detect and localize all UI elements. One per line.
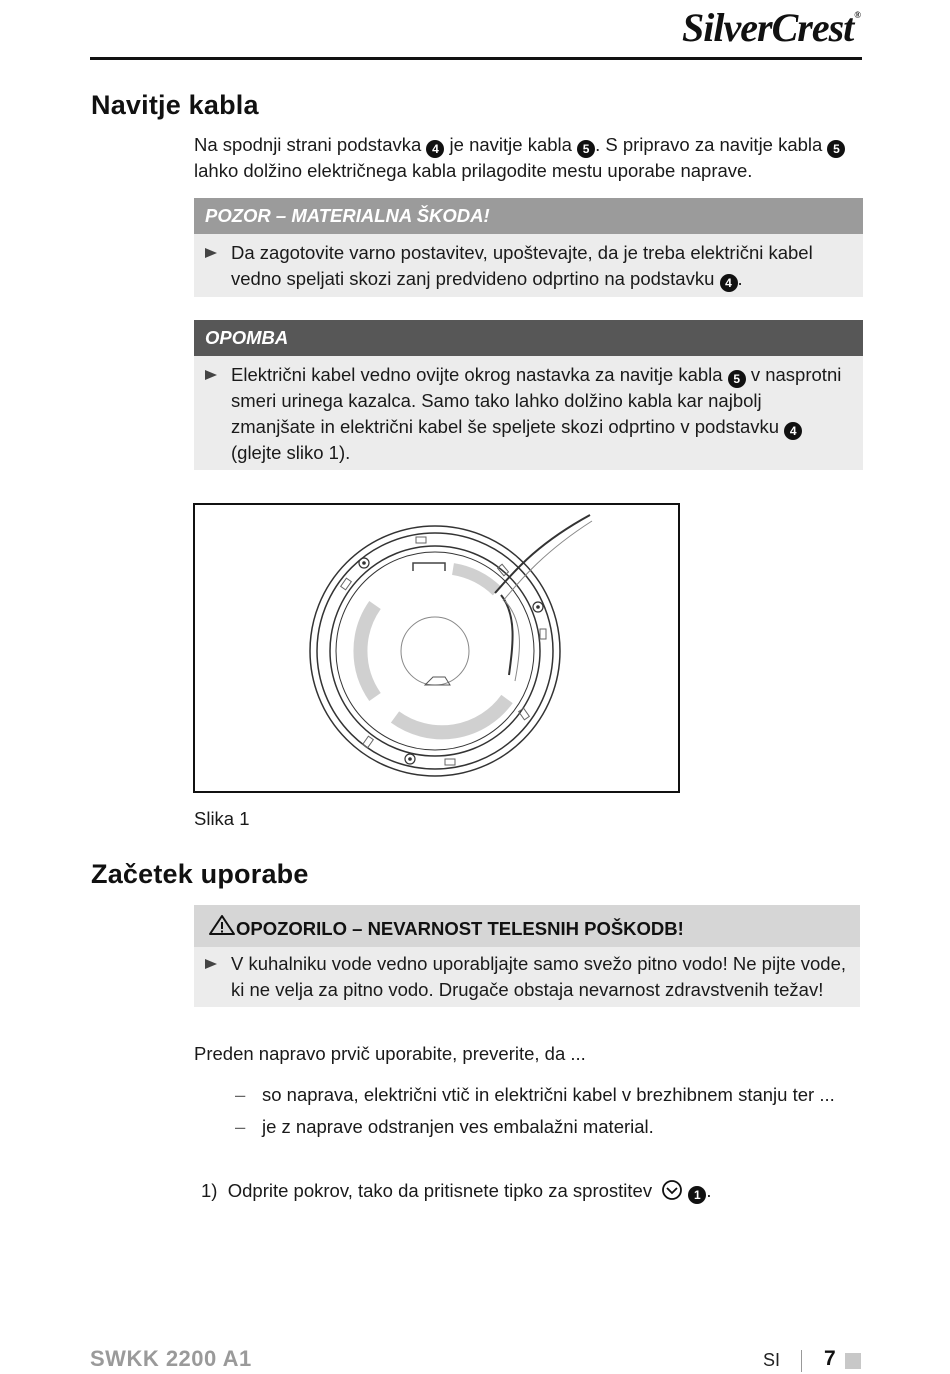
- list-item: – so naprava, električni vtič in električni kabel v brezhibnem stanju ter ...: [235, 1084, 835, 1105]
- footer-square-icon: [845, 1353, 861, 1369]
- header-rule: [90, 57, 862, 60]
- figure-caption: Slika 1: [194, 808, 250, 829]
- release-button-icon: [661, 1179, 683, 1201]
- base-cable-illustration: [195, 505, 678, 791]
- warning-box: [194, 905, 860, 1007]
- footer-separator: [801, 1350, 802, 1372]
- callout-number: 4: [720, 274, 738, 292]
- callout-number: 5: [728, 370, 746, 388]
- caution-header: POZOR – MATERIALNA ŠKODA!: [194, 198, 863, 234]
- cable-storage-intro: Na spodnji strani podstavka 4 je navitje kabla 5 . S pripravo za navitje kabla 5 lahko dolžino električnega kabla prilagodite mestu uporabe naprave.: [194, 132, 866, 184]
- footer-model: SWKK 2200 A1: [90, 1346, 252, 1371]
- section-title-cable-storage: Navitje kabla: [91, 90, 259, 120]
- bullet-arrow-icon: [205, 370, 217, 380]
- caution-text: Da zagotovite varno postavitev, upoštevajte, da je treba električni kabel vedno speljati skozi zanj predvideno odprtino na podstavku 4 .: [205, 240, 851, 292]
- footer-language: SI: [763, 1350, 781, 1370]
- note-text: Električni kabel vedno ovijte okrog nastavka za navitje kabla 5 v nasprotni smeri urinega kazalca. Samo tako lahko dolžino kabla kar najbolj zmanjšate in električni kabel še speljete skozi odprtino v podstavku 4 (glejte sliko 1).: [205, 362, 851, 466]
- callout-number: 4: [426, 140, 444, 158]
- check-list: [235, 1082, 855, 1140]
- warning-header: OPOZORILO – NEVARNOST TELESNIH POŠKODB!: [194, 905, 860, 947]
- brand-logo: SilverCrest®: [682, 5, 860, 50]
- note-header: OPOMBA: [194, 320, 863, 356]
- callout-number: 4: [784, 422, 802, 440]
- warning-text: V kuhalniku vode vedno uporabljajte samo svežo pitno vodo! Ne pijte vode, ki ne velja za pitno vodo. Drugače obstaja nevarnost zdravstvenih težav!: [205, 951, 848, 1003]
- callout-number: 5: [827, 140, 845, 158]
- bullet-arrow-icon: [205, 959, 217, 969]
- figure-1: [193, 503, 680, 793]
- list-item: – je z naprave odstranjen ves embalažni material.: [235, 1116, 654, 1137]
- callout-number: 1: [688, 1186, 706, 1204]
- caution-box: [194, 198, 863, 297]
- note-box: [194, 320, 863, 470]
- check-intro: Preden napravo prvič uporabite, preverite, da ...: [194, 1043, 586, 1064]
- section-title-getting-started: Začetek uporabe: [91, 859, 309, 889]
- step-1: 1) Odprite pokrov, tako da pritisnete tipko za sprostitev 1 .: [201, 1180, 712, 1202]
- callout-number: 5: [577, 140, 595, 158]
- bullet-arrow-icon: [205, 248, 217, 258]
- page-number: 7: [824, 1347, 836, 1370]
- warning-triangle-icon: [208, 914, 236, 936]
